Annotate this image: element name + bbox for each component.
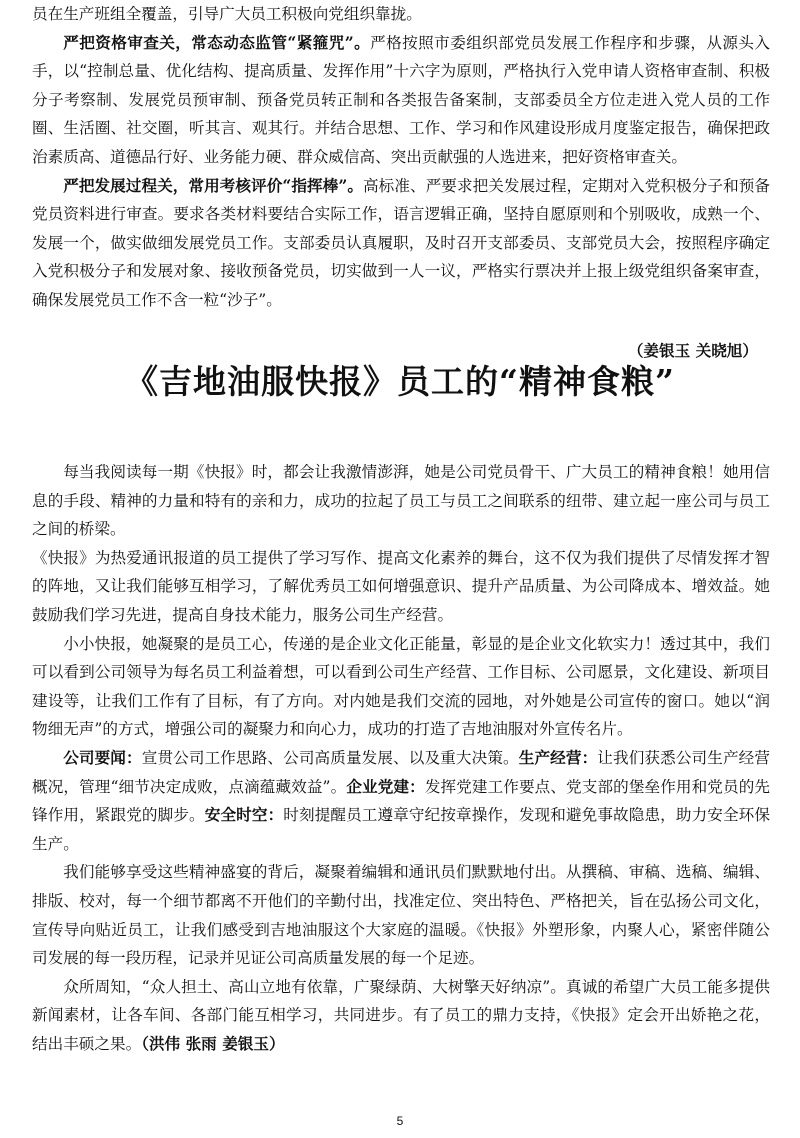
article-headline: 《吉地油服快报》员工的“精神食粮” <box>125 362 675 401</box>
section-text: 让我们获悉公司生产经营概况，管理“细节决定成败，点滴蕴藏效益”。 <box>32 748 770 796</box>
paragraph-lead: 严把发展过程关，常用考核评价“指挥棒”。 <box>63 175 364 195</box>
paragraph-2: 《快报》为热爱通讯报道的员工提供了学习写作、提高文化素养的舞台，这不仅为我们提供了尽情发挥才智的阵地，又让我们能够互相学习，了解优秀员工如何增强意识、提升产品质量、为公司降成本、增效益。她鼓励我们学习先进，提高自身技术能力，服务公司生产经营。 <box>32 548 770 624</box>
section-text: 时刻提醒员工遵章守纪按章操作，发现和避免事故隐患，助力安全环保生产。 <box>32 806 770 853</box>
section-keyword-safety: 安全时空： <box>204 805 284 825</box>
section-keyword-company-news: 公司要闻： <box>63 747 142 767</box>
paragraph-6 <box>32 973 770 1059</box>
paragraph-3: 小小快报，她凝聚的是员工心，传递的是企业文化正能量，彰显的是企业文化软实力！透过其中，我们可以看到公司领导为每名员工利益着想，可以看到公司生产经营、工作目标、公司愿景，文化建设、新项目建设等，让我们工作有了目标，有了方向。对内她是我们交流的园地，对外她是公司宣传的窗口。她以“润物细无声”的方式，增强公司的凝聚力和向心力，成功的打造了吉地油服对外宣传名片。 <box>32 634 770 739</box>
section-text: 宣贯公司工作思路、公司高质量发展、以及重大决策。 <box>141 748 519 767</box>
paragraph-development-process <box>32 172 770 315</box>
article-body <box>32 458 770 1058</box>
section-text: 发挥党建工作要点、党支部的堡垒作用和党员的先锋作用，紧跟党的脚步。 <box>32 777 770 825</box>
paragraph-body: 众所周知，“众人担土、高山立地有依靠，广聚绿荫、大树擎天好纳凉”。真诚的希望广大员工能多提供新闻素材，让各车间、各部门能互相学习，共同进步。有了员工的鼎力支持，《快报》定会开出娇艳之花，结出丰硕之果。 <box>32 977 770 1053</box>
page-number: 5 <box>396 1114 404 1128</box>
paragraph-5: 我们能够享受这些精神盛宴的背后，凝聚着编辑和通讯员们默默地付出。从撰稿、审稿、选稿、编辑、排版、校对，每一个细节都离不开他们的辛勤付出，找准定位、突出特色、严格把关，旨在弘扬公司文化，宣传导向贴近员工，让我们感受到吉地油服这个大家庭的温暖。《快报》外塑形象，内聚人心，紧密伴随公司发展的每一段历程，记录并见证公司高质量发展的每一个足迹。 <box>32 863 770 968</box>
section-keyword-production: 生产经营： <box>518 747 598 767</box>
paragraph-qualification-review <box>32 29 770 172</box>
article2-byline: （洪伟 张雨 姜银玉） <box>141 1033 285 1053</box>
paragraph-1: 每当我阅读每一期《快报》时，都会让我激情澎湃，她是公司党员骨干、广大员工的精神食粮！她用信息的手段、精神的力量和特有的亲和力，成功的拉起了员工与员工之间联系的纽带、建立起一座公司与员工之间的桥梁。 <box>32 463 770 539</box>
paragraph-body: 严格按照市委组织部党员发展工作程序和步骤，从源头入手，以“控制总量、优化结构、提高质量、发挥作用”十六字为原则，严格执行入党申请人资格审查制、积极分子考察制、发展党员预审制、预备党员转正制和各类报告备案制，支部委员全方位走进入党人员的工作圈、生活圈、社交圈，听其言、观其行。并结合思想、工作、学习和作风建设形成月度鉴定报告，确保把政治素质高、道德品行好、业务能力硬、群众威信高、突出贡献强的人选进来，把好资格审查关。 <box>32 33 770 166</box>
paragraph-4-sections <box>32 744 770 858</box>
article1-byline: （姜银玉 关晓旭） <box>627 341 758 360</box>
paragraph-body: 高标准、严要求把关发展过程，定期对入党积极分子和预备党员资料进行审查。要求各类材料要结合实际工作，语言逻辑正确，坚持自愿原则和个别吸收，成熟一个、发展一个，做实做细发展党员工作。支部委员认真履职，及时召开支部委员、支部党员大会，按照程序确定入党积极分子和发展对象、接收预备党员，切实做到一人一议，严格实行票决并上报上级党组织备案审查，确保发展党员工作不含一粒“沙子”。 <box>32 176 770 309</box>
section-keyword-party-building: 企业党建： <box>346 776 425 796</box>
paragraph-0: 员在生产班组全覆盖，引导广大员工积极向党组织靠拢。 <box>32 5 422 23</box>
paragraph-lead: 严把资格审查关，常态动态监管“紧箍咒”。 <box>63 32 371 52</box>
article-continuation <box>32 0 770 315</box>
